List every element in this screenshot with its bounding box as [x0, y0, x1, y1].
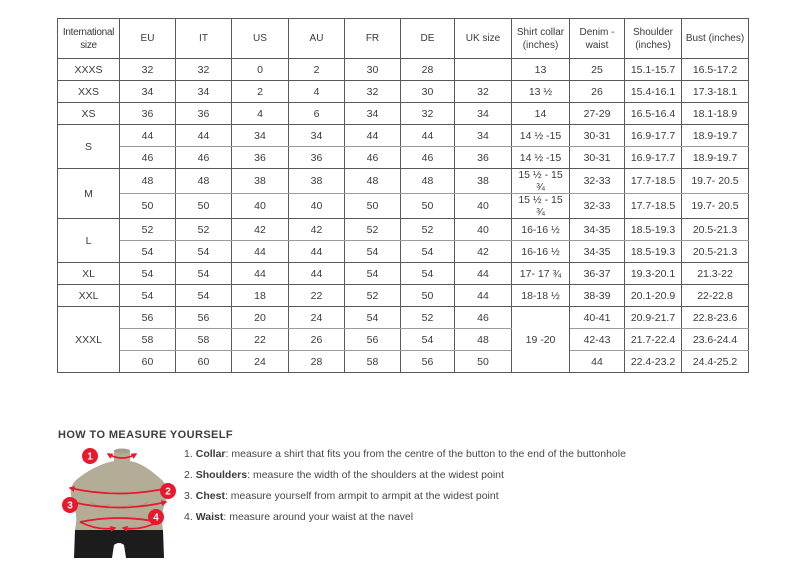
collar-merged-cell: 19 -20 — [512, 307, 570, 373]
table-cell: 17.7-18.5 — [625, 194, 682, 219]
header-row — [58, 19, 749, 59]
table-cell: 56 — [120, 307, 176, 329]
column-header: EU — [120, 19, 176, 59]
table-cell: 52 — [345, 219, 401, 241]
table-cell: 36 — [455, 147, 512, 169]
table-cell: 34 — [232, 125, 289, 147]
step-number: 1. — [184, 448, 193, 460]
table-cell: 25 — [570, 59, 625, 81]
table-cell: 36 — [289, 147, 345, 169]
table-cell: 54 — [345, 241, 401, 263]
table-cell: 50 — [401, 194, 455, 219]
table-cell: 0 — [232, 59, 289, 81]
size-label-cell: XXS — [58, 81, 120, 103]
table-cell: 36 — [176, 103, 232, 125]
measure-step — [184, 490, 626, 502]
table-cell: 32-33 — [570, 169, 625, 194]
table-cell: 21.3-22 — [682, 263, 749, 285]
size-chart-header — [58, 19, 749, 59]
table-cell: 2 — [232, 81, 289, 103]
table-cell: 56 — [401, 351, 455, 373]
table-row — [58, 103, 749, 125]
svg-text:3: 3 — [67, 500, 73, 512]
table-cell: 44 — [455, 263, 512, 285]
column-header: Shirt collar (inches) — [512, 19, 570, 59]
measure-marker-4-icon — [148, 509, 164, 525]
table-cell: 34-35 — [570, 219, 625, 241]
table-cell: 42 — [232, 219, 289, 241]
table-cell: 14 — [512, 103, 570, 125]
table-cell: 48 — [345, 169, 401, 194]
table-cell: 60 — [120, 351, 176, 373]
step-text: : measure around your waist at the navel — [223, 511, 414, 523]
table-cell: 17.3-18.1 — [682, 81, 749, 103]
step-number: 3. — [184, 490, 193, 502]
table-cell: 36 — [120, 103, 176, 125]
step-number: 4. — [184, 511, 193, 523]
table-cell: 32 — [120, 59, 176, 81]
table-cell: 44 — [345, 125, 401, 147]
table-cell: 44 — [232, 263, 289, 285]
table-cell: 20.9-21.7 — [625, 307, 682, 329]
table-row — [58, 285, 749, 307]
column-header: AU — [289, 19, 345, 59]
table-cell: 32 — [345, 81, 401, 103]
table-cell: 36 — [232, 147, 289, 169]
table-cell: 50 — [120, 194, 176, 219]
table-cell: 44 — [232, 241, 289, 263]
table-cell: 54 — [176, 263, 232, 285]
table-cell: 54 — [401, 263, 455, 285]
table-cell: 14 ½ -15 — [512, 125, 570, 147]
size-label-cell: S — [58, 125, 120, 169]
svg-text:2: 2 — [165, 486, 171, 498]
table-cell: 15 ½ - 15 ¾ — [512, 194, 570, 219]
table-cell: 40 — [455, 194, 512, 219]
table-cell: 27-29 — [570, 103, 625, 125]
table-cell: 19.7- 20.5 — [682, 169, 749, 194]
svg-text:1: 1 — [87, 451, 93, 463]
table-cell: 13 ½ — [512, 81, 570, 103]
table-cell: 20 — [232, 307, 289, 329]
table-cell: 16.9-17.7 — [625, 147, 682, 169]
column-header: FR — [345, 19, 401, 59]
table-cell: 16.5-17.2 — [682, 59, 749, 81]
table-cell: 44 — [570, 351, 625, 373]
table-cell: 48 — [401, 169, 455, 194]
step-text: : measure a shirt that fits you from the centre of the button to the end of the buttonhole — [225, 448, 626, 460]
table-cell: 52 — [345, 285, 401, 307]
table-row — [58, 125, 749, 147]
column-header: International size — [58, 19, 120, 59]
table-cell: 21.7-22.4 — [625, 329, 682, 351]
table-cell: 34 — [120, 81, 176, 103]
table-cell: 46 — [455, 307, 512, 329]
measure-title: HOW TO MEASURE YOURSELF — [58, 429, 234, 441]
table-cell: 54 — [401, 329, 455, 351]
table-cell: 38 — [232, 169, 289, 194]
table-cell: 34 — [345, 103, 401, 125]
table-row — [58, 219, 749, 241]
table-cell: 56 — [176, 307, 232, 329]
table-cell: 18.1-18.9 — [682, 103, 749, 125]
table-cell: 48 — [120, 169, 176, 194]
column-header: UK size — [455, 19, 512, 59]
table-cell: 56 — [345, 329, 401, 351]
table-cell: 15.4-16.1 — [625, 81, 682, 103]
table-cell: 58 — [176, 329, 232, 351]
table-cell: 22 — [232, 329, 289, 351]
table-cell: 34 — [455, 125, 512, 147]
step-label: Waist — [195, 511, 224, 523]
table-row — [58, 241, 749, 263]
size-label-cell: L — [58, 219, 120, 263]
table-cell: 24 — [289, 307, 345, 329]
svg-text:4: 4 — [153, 512, 159, 524]
table-cell: 28 — [401, 59, 455, 81]
table-cell: 26 — [289, 329, 345, 351]
table-cell: 17.7-18.5 — [625, 169, 682, 194]
table-row — [58, 351, 749, 373]
table-cell: 14 ½ -15 — [512, 147, 570, 169]
table-cell: 38 — [455, 169, 512, 194]
size-label-cell: XS — [58, 103, 120, 125]
table-cell: 54 — [120, 241, 176, 263]
table-cell: 30 — [345, 59, 401, 81]
size-label-cell: XL — [58, 263, 120, 285]
column-header: Bust (inches) — [682, 19, 749, 59]
table-cell: 44 — [401, 125, 455, 147]
table-cell: 6 — [289, 103, 345, 125]
table-row — [58, 147, 749, 169]
table-cell: 15 ½ - 15 ¾ — [512, 169, 570, 194]
table-cell: 18.9-19.7 — [682, 125, 749, 147]
table-cell: 52 — [176, 219, 232, 241]
measure-step — [184, 469, 626, 481]
table-cell: 54 — [120, 285, 176, 307]
table-cell: 30-31 — [570, 147, 625, 169]
measure-marker-2-icon — [160, 483, 176, 499]
step-label: Shoulders — [195, 469, 248, 481]
table-row — [58, 194, 749, 219]
table-cell — [455, 59, 512, 81]
table-cell: 44 — [289, 241, 345, 263]
table-cell: 44 — [176, 125, 232, 147]
table-cell: 54 — [120, 263, 176, 285]
table-cell: 38-39 — [570, 285, 625, 307]
table-cell: 38 — [289, 169, 345, 194]
table-cell: 40 — [232, 194, 289, 219]
table-cell: 54 — [401, 241, 455, 263]
table-cell: 34 — [289, 125, 345, 147]
table-cell: 20.5-21.3 — [682, 241, 749, 263]
table-cell: 36-37 — [570, 263, 625, 285]
table-cell: 18-18 ½ — [512, 285, 570, 307]
table-cell: 48 — [455, 329, 512, 351]
table-cell: 46 — [120, 147, 176, 169]
table-cell: 4 — [232, 103, 289, 125]
size-label-cell: XXL — [58, 285, 120, 307]
size-chart-body — [58, 59, 749, 373]
table-cell: 54 — [345, 263, 401, 285]
table-cell: 40-41 — [570, 307, 625, 329]
table-cell: 58 — [345, 351, 401, 373]
table-cell: 13 — [512, 59, 570, 81]
step-text: : measure the width of the shoulders at the widest point — [247, 469, 504, 481]
column-header: Shoulder (inches) — [625, 19, 682, 59]
table-cell: 15.1-15.7 — [625, 59, 682, 81]
table-cell: 40 — [289, 194, 345, 219]
size-label-cell: XXXL — [58, 307, 120, 373]
table-cell: 16.9-17.7 — [625, 125, 682, 147]
table-cell: 16.5-16.4 — [625, 103, 682, 125]
table-cell: 58 — [120, 329, 176, 351]
table-cell: 50 — [176, 194, 232, 219]
mannequin-shorts — [74, 530, 164, 558]
table-cell: 54 — [176, 285, 232, 307]
step-label: Collar — [195, 448, 226, 460]
table-cell: 48 — [176, 169, 232, 194]
table-cell: 32 — [401, 103, 455, 125]
table-cell: 44 — [289, 263, 345, 285]
table-cell: 18 — [232, 285, 289, 307]
table-cell: 42 — [455, 241, 512, 263]
table-cell: 30 — [401, 81, 455, 103]
table-cell: 16-16 ½ — [512, 241, 570, 263]
table-cell: 44 — [120, 125, 176, 147]
size-chart-table — [57, 18, 749, 373]
table-cell: 32 — [455, 81, 512, 103]
table-cell: 40 — [455, 219, 512, 241]
table-cell: 19.3-20.1 — [625, 263, 682, 285]
table-cell: 34 — [176, 81, 232, 103]
table-cell: 24 — [232, 351, 289, 373]
size-label-cell: XXXS — [58, 59, 120, 81]
table-cell: 4 — [289, 81, 345, 103]
measure-steps — [184, 448, 626, 532]
mannequin-figure — [60, 446, 178, 564]
table-cell: 54 — [345, 307, 401, 329]
table-cell: 17- 17 ¾ — [512, 263, 570, 285]
table-cell: 16-16 ½ — [512, 219, 570, 241]
table-cell: 30-31 — [570, 125, 625, 147]
table-cell: 42 — [289, 219, 345, 241]
measure-marker-3-icon — [62, 497, 78, 513]
table-cell: 22 — [289, 285, 345, 307]
step-text: : measure yourself from armpit to armpit at the widest point — [224, 490, 499, 502]
table-cell: 32 — [176, 59, 232, 81]
table-row — [58, 329, 749, 351]
table-cell: 50 — [401, 285, 455, 307]
table-cell: 34 — [455, 103, 512, 125]
table-cell: 20.1-20.9 — [625, 285, 682, 307]
table-cell: 46 — [401, 147, 455, 169]
table-cell: 22.4-23.2 — [625, 351, 682, 373]
table-row — [58, 59, 749, 81]
table-cell: 44 — [455, 285, 512, 307]
table-row — [58, 81, 749, 103]
table-row — [58, 307, 749, 329]
table-cell: 23.6-24.4 — [682, 329, 749, 351]
table-cell: 20.5-21.3 — [682, 219, 749, 241]
table-cell: 19.7- 20.5 — [682, 194, 749, 219]
table-cell: 52 — [401, 307, 455, 329]
size-label-cell: M — [58, 169, 120, 219]
table-cell: 54 — [176, 241, 232, 263]
measure-step — [184, 511, 626, 523]
step-number: 2. — [184, 469, 193, 481]
table-cell: 22-22.8 — [682, 285, 749, 307]
table-cell: 28 — [289, 351, 345, 373]
column-header: Denim - waist — [570, 19, 625, 59]
table-cell: 18.5-19.3 — [625, 241, 682, 263]
table-cell: 18.5-19.3 — [625, 219, 682, 241]
table-row — [58, 263, 749, 285]
step-label: Chest — [195, 490, 225, 502]
measure-step — [184, 448, 626, 460]
table-cell: 50 — [345, 194, 401, 219]
column-header: DE — [401, 19, 455, 59]
table-cell: 22.8-23.6 — [682, 307, 749, 329]
table-cell: 60 — [176, 351, 232, 373]
table-cell: 34-35 — [570, 241, 625, 263]
table-cell: 26 — [570, 81, 625, 103]
table-cell: 52 — [401, 219, 455, 241]
table-row — [58, 169, 749, 194]
column-header: IT — [176, 19, 232, 59]
table-cell: 50 — [455, 351, 512, 373]
column-header: US — [232, 19, 289, 59]
table-cell: 32-33 — [570, 194, 625, 219]
table-cell: 46 — [345, 147, 401, 169]
table-cell: 46 — [176, 147, 232, 169]
table-cell: 42-43 — [570, 329, 625, 351]
table-cell: 52 — [120, 219, 176, 241]
measure-marker-1-icon — [82, 448, 98, 464]
table-cell: 24.4-25.2 — [682, 351, 749, 373]
table-cell: 2 — [289, 59, 345, 81]
table-cell: 18.9-19.7 — [682, 147, 749, 169]
